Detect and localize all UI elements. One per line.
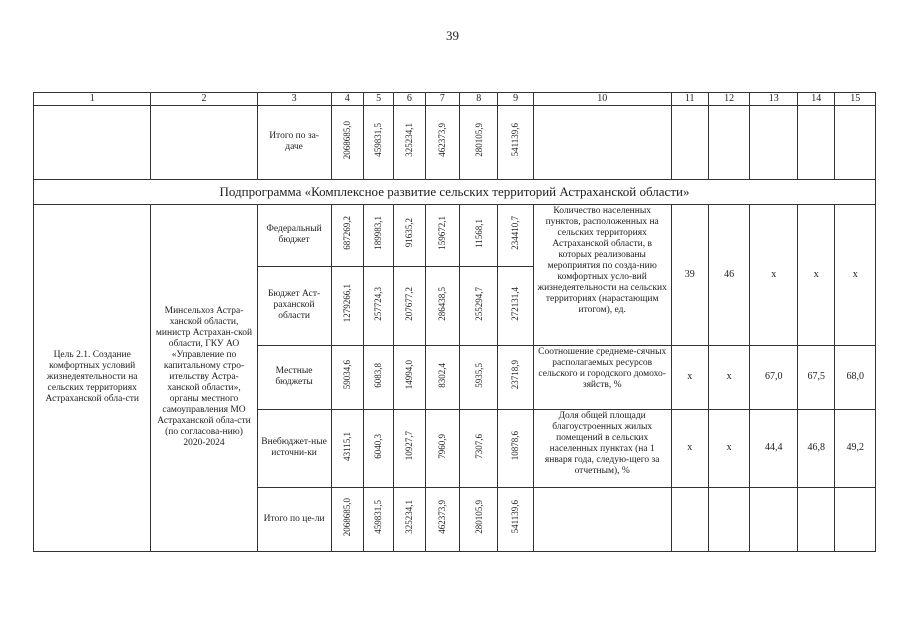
funding-value: 10878,6 [510,431,521,461]
funding-source-label: Местные бюджеты [257,345,331,409]
goal-total-value: 462373,9 [437,500,448,534]
goal-total-value: 280105,9 [473,500,484,534]
indicator-cell: Доля общей площади благоустроенных жилых помещений в сельских населенных пунктах (на 1 января года, следую-щего за отчетным), % [533,409,671,487]
empty-cell [533,487,671,551]
empty-cell [750,487,798,551]
header-cell: 11 [671,93,708,106]
funding-value: 7307,6 [473,433,484,459]
indicator-value: 44,4 [750,409,798,487]
empty-cell [151,105,257,179]
goal-total-label: Итого по це-ли [257,487,331,551]
column-number-row [34,93,876,106]
header-cell: 9 [498,93,533,106]
value-cell [363,204,393,266]
value-cell [394,345,425,409]
subprogram-row [34,179,876,204]
header-cell: 5 [363,93,393,106]
funding-value: 257724,3 [373,286,384,321]
funding-row-federal [34,204,876,266]
goal-total-value: 541139,6 [510,500,521,534]
indicator-value: 49,2 [835,409,876,487]
empty-cell [835,487,876,551]
goal-total-value: 2068685,0 [341,497,352,537]
funding-source-label: Внебюджет-ные источни-ки [257,409,331,487]
period-text: 2020-2024 [183,438,225,449]
value-cell [394,487,425,551]
indicator-cell: Соотношение среднеме-сячных располагаемых ресурсов сельского и городского домохо-зяйств, % [533,345,671,409]
funding-value: 59034,6 [341,360,352,390]
value-cell [363,345,393,409]
task-total-label: Итого по за-даче [257,105,331,179]
value-cell [331,487,363,551]
indicator-value: х [750,204,798,345]
value-cell [331,345,363,409]
header-cell: 8 [460,93,498,106]
goal-total-value: 325234,1 [404,500,415,534]
subprogram-title: Подпрограмма «Комплексное развитие сельских территорий Астраханской области» [34,179,876,204]
indicator-value: 46,8 [797,409,834,487]
task-total-value: 459831,5 [373,123,384,157]
value-cell [498,487,533,551]
funding-value: 687269,2 [341,216,352,250]
indicator-value: х [708,345,749,409]
header-cell: 1 [34,93,151,106]
value-cell [331,105,363,179]
empty-cell [835,105,876,179]
goal-cell: Цель 2.1. Создание комфортных условий жизнедеятельности на сельских территориях Астраханской обла-сти [34,204,151,551]
funding-value: 234410,7 [510,216,521,250]
value-cell [425,105,459,179]
funding-value: 189983,1 [373,216,384,250]
indicator-value: 67,0 [750,345,798,409]
funding-source-label: Бюджет Аст-раханской области [257,266,331,345]
header-cell: 6 [394,93,425,106]
funding-value: 91635,2 [404,218,415,248]
value-cell [363,487,393,551]
executor-cell [151,204,257,551]
value-cell [331,266,363,345]
value-cell [394,204,425,266]
header-cell: 7 [425,93,459,106]
header-cell: 3 [257,93,331,106]
value-cell [394,105,425,179]
value-cell [425,487,459,551]
empty-cell [34,105,151,179]
header-cell: 15 [835,93,876,106]
funding-value: 6040,3 [373,433,384,459]
value-cell [460,204,498,266]
funding-value: 14994,0 [404,360,415,390]
funding-value: 5935,5 [473,362,484,388]
value-cell [498,105,533,179]
header-cell: 14 [797,93,834,106]
value-cell [425,409,459,487]
funding-value: 8302,4 [437,362,448,388]
empty-cell [533,105,671,179]
indicator-value: х [671,345,708,409]
indicator-value: х [797,204,834,345]
task-total-value: 2068685,0 [341,120,352,160]
indicator-value: 39 [671,204,708,345]
value-cell [363,266,393,345]
value-cell [498,204,533,266]
empty-cell [708,487,749,551]
funding-value: 11568,1 [473,218,484,248]
value-cell [460,105,498,179]
value-cell [394,409,425,487]
value-cell [460,409,498,487]
empty-cell [750,105,798,179]
program-table [33,92,876,552]
executor-text: Минсельхоз Астра-ханской области, министр Астрахан-ской области, ГКУ АО «Управление по капитальному стро-ительству Астра-ханской области», органы местного самоуправления МО Астраханской обла-сти (по согласова-нию) [155,305,253,438]
funding-value: 6083,8 [373,362,384,388]
funding-value: 272131,4 [510,286,521,321]
funding-value: 23718,9 [510,360,521,390]
value-cell [498,266,533,345]
goal-total-value: 459831,5 [373,500,384,534]
empty-cell [671,105,708,179]
header-cell: 13 [750,93,798,106]
header-cell: 2 [151,93,257,106]
value-cell [331,409,363,487]
task-total-value: 280105,9 [473,123,484,157]
page-number: 39 [446,28,459,43]
empty-cell [708,105,749,179]
value-cell [363,105,393,179]
header-cell: 10 [533,93,671,106]
value-cell [460,345,498,409]
value-cell [425,266,459,345]
funding-value: 159672,1 [437,216,448,250]
value-cell [460,266,498,345]
indicator-cell: Количество населенных пунктов, расположенных на сельских территориях Астраханской области, в которых реализованы мероприятия по созда-нию комфортных усло-вий жизнедеятельности на сельских территориях (нарастающим итогом), ед. [533,204,671,345]
indicator-value: х [708,409,749,487]
funding-value: 1279266,1 [341,284,352,323]
value-cell [394,266,425,345]
task-total-value: 541139,6 [510,123,521,157]
header-cell: 12 [708,93,749,106]
empty-cell [671,487,708,551]
value-cell [498,409,533,487]
empty-cell [797,105,834,179]
value-cell [460,487,498,551]
indicator-value: 46 [708,204,749,345]
funding-value: 7960,9 [437,433,448,459]
funding-value: 207677,2 [404,286,415,321]
funding-value: 286438,5 [437,286,448,321]
funding-value: 10927,7 [404,431,415,461]
task-total-row [34,105,876,179]
value-cell [425,204,459,266]
indicator-value: х [671,409,708,487]
funding-source-label: Федеральный бюджет [257,204,331,266]
value-cell [363,409,393,487]
task-total-value: 325234,1 [404,123,415,157]
value-cell [331,204,363,266]
indicator-value: 68,0 [835,345,876,409]
task-total-value: 462373,9 [437,123,448,157]
header-cell: 4 [331,93,363,106]
empty-cell [797,487,834,551]
value-cell [425,345,459,409]
indicator-value: х [835,204,876,345]
indicator-value: 67,5 [797,345,834,409]
funding-value: 255294,7 [473,286,484,321]
value-cell [498,345,533,409]
funding-value: 43115,1 [341,431,352,461]
